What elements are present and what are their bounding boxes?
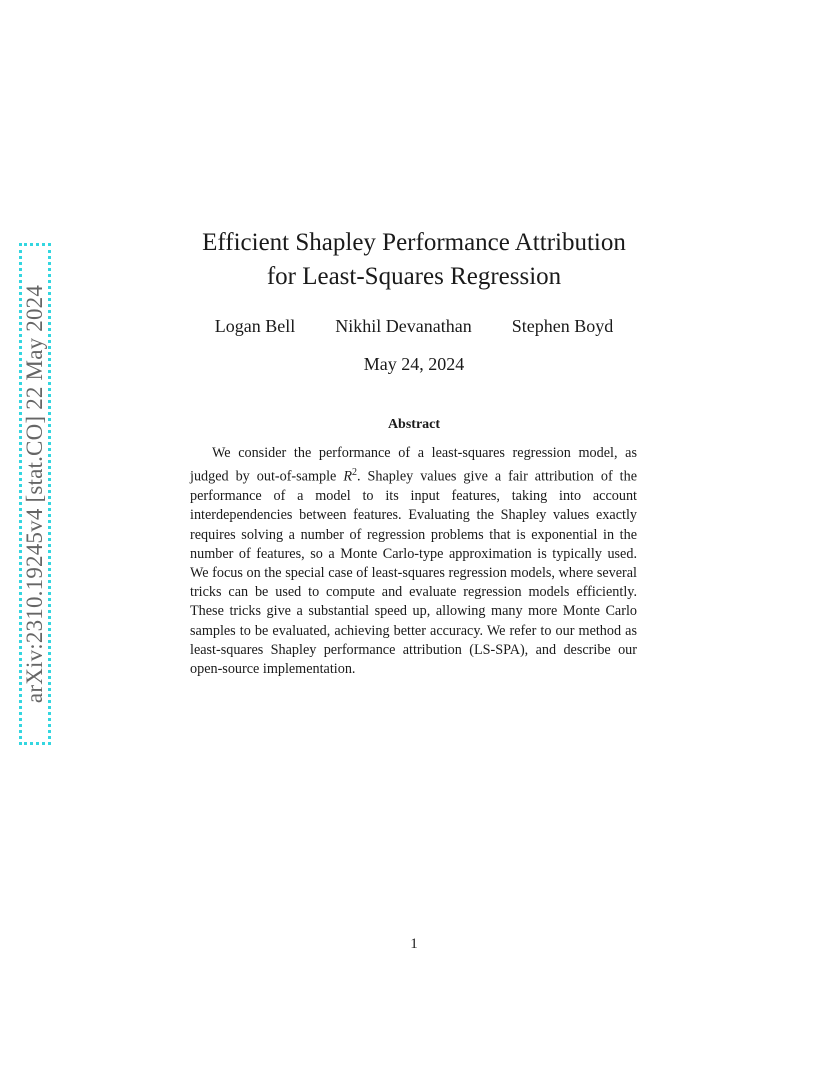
arxiv-identifier-text: arXiv:2310.19245v4 [stat.CO] 22 May 2024: [22, 284, 48, 704]
author-name: Logan Bell: [214, 316, 296, 336]
abstract-text-part-2: . Shapley values give a fair attribution of the performance of a model to its input features, taking into account interdependencies between features. Evaluating the Shapley values exactly requires solving a number of regression problems that is exponential in the number of features, so a Monte Carlo-type approximation is typically used. We focus on the special case of least-squares regression models, where several tricks can be used to compute and evaluate regression models efficiently. These tricks give a substantial speed up, allowing many more Monte Carlo samples to be evaluated, achieving better accuracy. We refer to our method as least-squares Shapley performance attribution (LS-SPA), and describe our open-source implementation.: [190, 468, 637, 677]
math-symbol-r: R: [343, 468, 352, 485]
author-name: Nikhil Devanathan: [335, 316, 472, 336]
paper-title-line-2: for Least-Squares Regression: [266, 263, 562, 290]
abstract-body: [190, 444, 637, 679]
author-list: [0, 316, 828, 337]
paper-title-line-1: Efficient Shapley Performance Attribution: [202, 229, 626, 256]
author-name: Stephen Boyd: [511, 316, 614, 336]
page-number: 1: [410, 936, 418, 952]
abstract-text-part-1: We consider the performance of a least-squares regression model, as judged by out-of-sample: [190, 445, 637, 485]
paper-title: [0, 226, 828, 294]
publication-date: May 24, 2024: [363, 354, 465, 374]
math-superscript: 2: [352, 467, 357, 479]
abstract-heading: Abstract: [387, 417, 441, 432]
